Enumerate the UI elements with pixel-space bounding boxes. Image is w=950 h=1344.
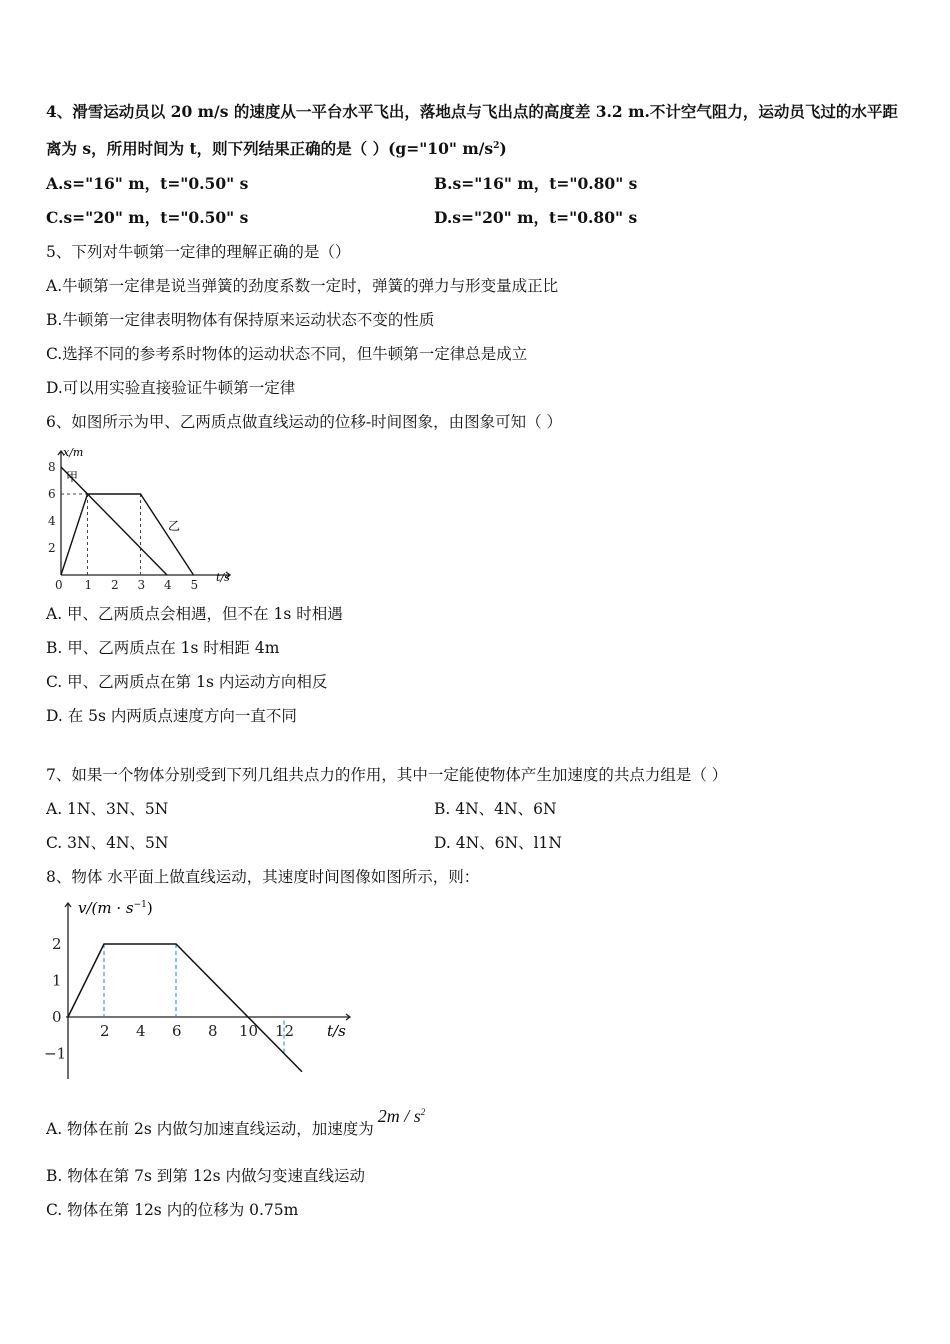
q6-option-c: C. 甲、乙两质点在第 1s 内运动方向相反 bbox=[46, 673, 328, 691]
q5-option-c: C.选择不同的参考系时物体的运动状态不同，但牛顿第一定律总是成立 bbox=[46, 345, 528, 363]
q8-y-tick-label: 1 bbox=[52, 971, 62, 990]
q8-acceleration-formula: $2m / s^2$ bbox=[377, 1106, 426, 1126]
q8-option-c: C. 物体在第 12s 内的位移为 0.75m bbox=[46, 1201, 299, 1219]
q7-stem: 7、如果一个物体分别受到下列几组共点力的作用，其中一定能使物体产生加速度的共点力组是（ ） bbox=[46, 766, 728, 784]
q8-x-tick-label: 12 bbox=[275, 1022, 295, 1040]
q7-option-a: A. 1N、3N、5N bbox=[46, 800, 169, 818]
q6-stem: 6、如图所示为甲、乙两质点做直线运动的位移-时间图象，由图象可知（ ） bbox=[46, 413, 563, 431]
q8-y-tick-label: −1 bbox=[44, 1044, 67, 1063]
q4-stem-line1: 4、滑雪运动员以 20 m/s 的速度从一平台水平飞出，落地点与飞出点的高度差 3.2 m.不计空气阻力，运动员飞过的水平距 bbox=[46, 102, 898, 121]
q8-x-tick-label: 6 bbox=[172, 1022, 182, 1040]
q8-x-tick-label: 8 bbox=[208, 1022, 218, 1040]
q4-stem-line2: 离为 s，所用时间为 t，则下列结果正确的是（ ）(g="10" $m/s^2$) bbox=[46, 139, 507, 158]
q8-x-label: t/s bbox=[327, 1022, 346, 1040]
q4-option-b: B.s="16" m，t="0.80" s bbox=[434, 174, 638, 193]
q6-y-tick-label: 4 bbox=[48, 514, 56, 528]
q4-option-c: C.s="20" m，t="0.50" s bbox=[46, 208, 249, 227]
q6-x-tick-label: 3 bbox=[137, 578, 146, 590]
q6-option-d: D. 在 5s 内两质点速度方向一直不同 bbox=[46, 707, 297, 725]
q6-y-label: x/m bbox=[63, 446, 84, 459]
q6-x-tick-label: 0 bbox=[55, 578, 63, 590]
q7-option-d: D. 4N、6N、l1N bbox=[434, 834, 562, 852]
q6-x-tick-label: 2 bbox=[111, 578, 119, 590]
q8-x-tick-label: 10 bbox=[239, 1022, 259, 1040]
q6-option-a: A. 甲、乙两质点会相遇，但不在 1s 时相遇 bbox=[46, 605, 343, 623]
q8-axes bbox=[65, 903, 350, 1079]
q6-y-tick-label: 8 bbox=[48, 460, 56, 474]
q5-option-b: B.牛顿第一定律表明物体有保持原来运动状态不变的性质 bbox=[46, 311, 435, 329]
q5-stem: 5、下列对牛顿第一定律的理解正确的是（） bbox=[46, 243, 351, 261]
q8-y-label: $v/(m \cdot s^{-1})$ bbox=[78, 899, 153, 917]
q5-option-a: A.牛顿第一定律是说当弹簧的劲度系数一定时，弹簧的弹力与形变量成正比 bbox=[46, 277, 559, 295]
q8-series-line-0 bbox=[68, 944, 302, 1072]
q7-option-c: C. 3N、4N、5N bbox=[46, 834, 169, 852]
q8-y-tick-label: 0 bbox=[52, 1008, 62, 1026]
q8-stem: 8、物体 水平面上做直线运动，其速度时间图像如图所示，则： bbox=[46, 868, 480, 886]
q6-x-tick-label: 1 bbox=[84, 578, 93, 590]
q8-option-b: B. 物体在第 7s 到第 12s 内做匀变速直线运动 bbox=[46, 1167, 365, 1185]
q7-option-b: B. 4N、4N、6N bbox=[434, 800, 557, 818]
q6-option-b: B. 甲、乙两质点在 1s 时相距 4m bbox=[46, 639, 280, 657]
q6-axes bbox=[58, 451, 230, 578]
q4-option-a: A.s="16" m，t="0.50" s bbox=[46, 174, 249, 193]
q4-option-d: D.s="20" m，t="0.80" s bbox=[434, 208, 638, 227]
q6-x-label: t/s bbox=[216, 571, 230, 584]
q6-y-tick-label: 2 bbox=[48, 541, 56, 555]
q6-x-tick-label: 5 bbox=[190, 578, 199, 590]
q8-x-tick-label: 4 bbox=[136, 1022, 146, 1040]
q8-option-a: A. 物体在前 2s 内做匀加速直线运动，加速度为$2m / s^2$ bbox=[46, 1106, 426, 1138]
q6-y-tick-label: 6 bbox=[48, 487, 56, 501]
q6-series-yi-label: 乙 bbox=[168, 519, 181, 533]
q6-position-time-graph bbox=[40, 445, 240, 590]
q5-option-d: D.可以用实验直接验证牛顿第一定律 bbox=[46, 379, 296, 397]
q8-velocity-time-graph bbox=[38, 895, 358, 1085]
q6-series-jia-label: 甲 bbox=[66, 470, 79, 484]
q8-y-tick-label: 2 bbox=[52, 935, 62, 953]
q8-x-tick-label: 2 bbox=[100, 1022, 110, 1040]
q6-x-tick-label: 4 bbox=[164, 578, 172, 590]
